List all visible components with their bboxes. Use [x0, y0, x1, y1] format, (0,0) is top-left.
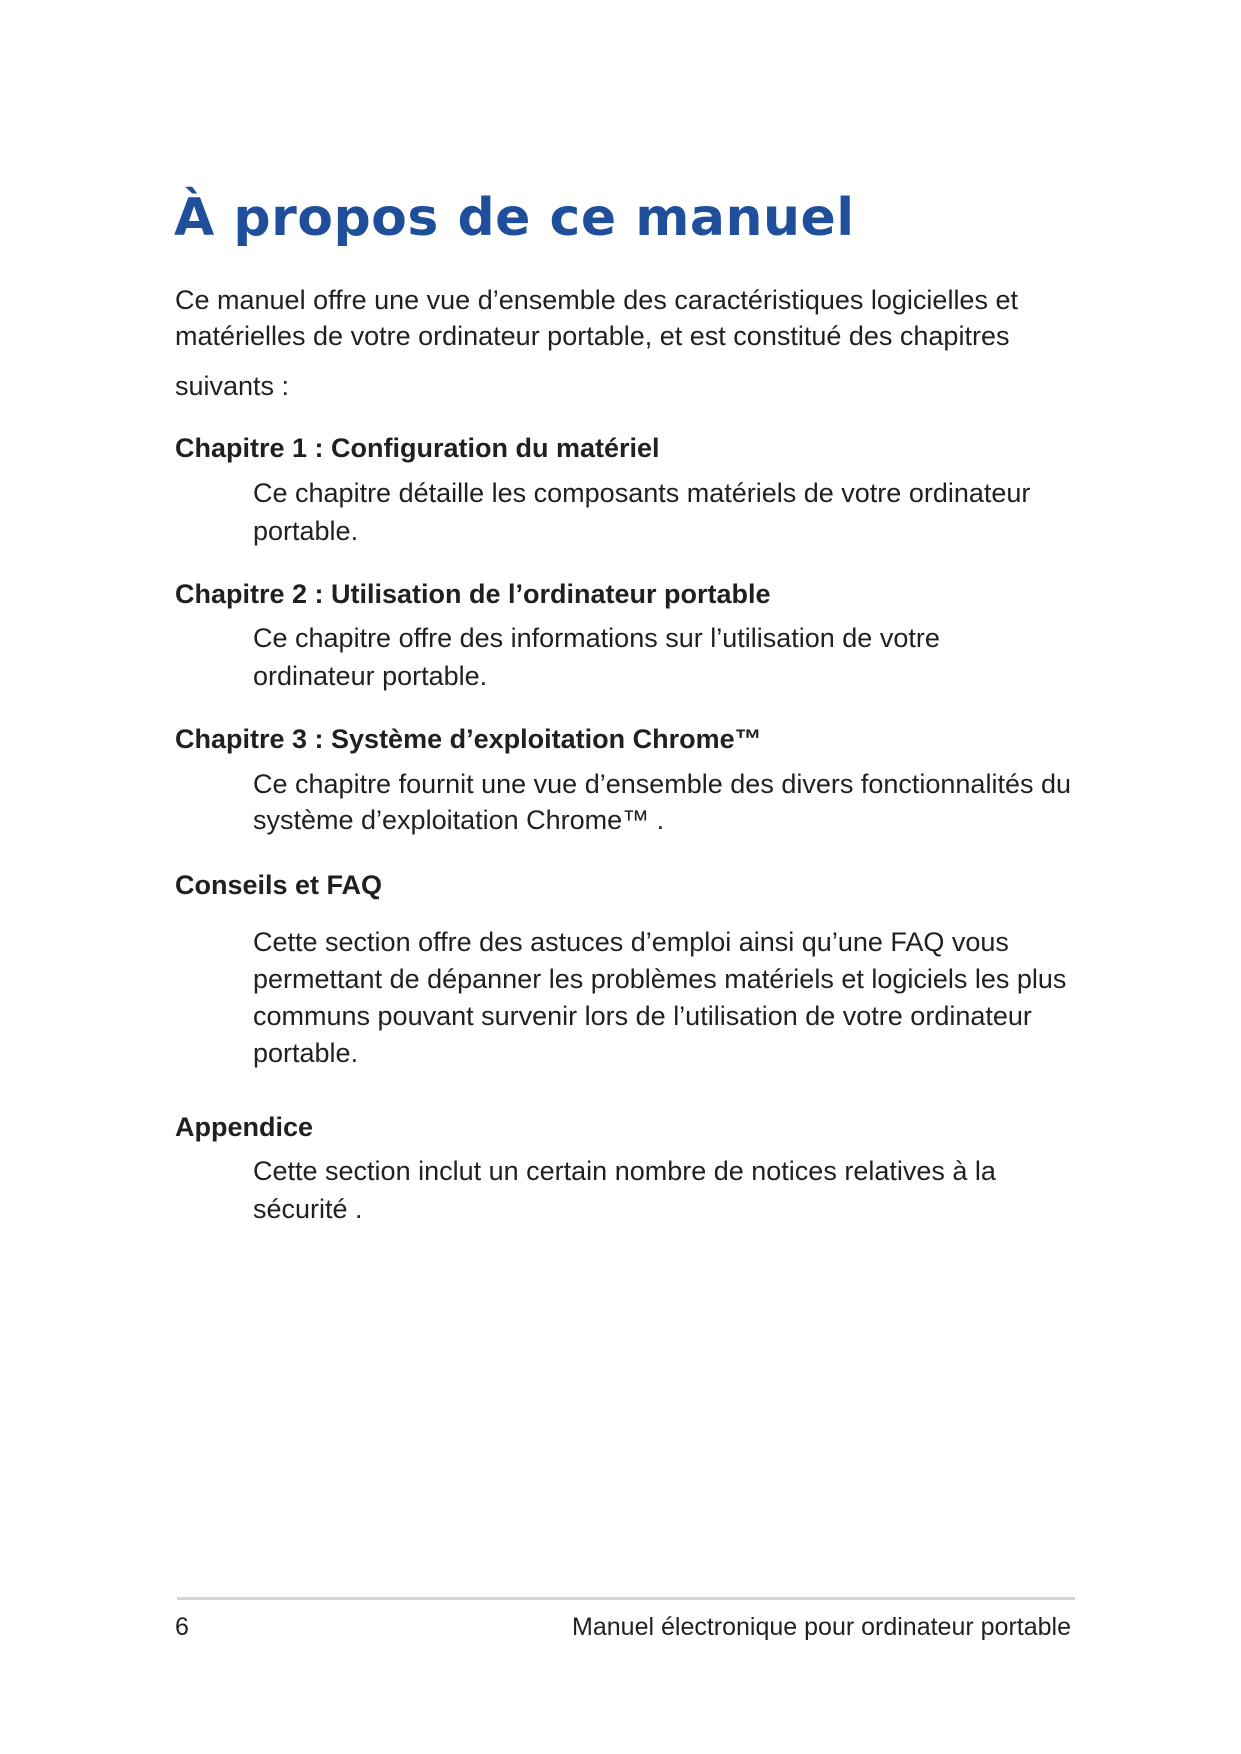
- footer-title: Manuel électronique pour ordinateur portable: [572, 1613, 1071, 1641]
- page-number: 6: [175, 1613, 189, 1641]
- faq-heading: Conseils et FAQ: [175, 870, 383, 900]
- chapter-1-heading: Chapitre 1 : Configuration du matériel: [175, 433, 660, 463]
- appendix-heading: Appendice: [175, 1112, 314, 1142]
- intro-paragraph: [175, 282, 1095, 404]
- chapter-2-description: Ce chapitre offre des informations sur l’utilisation de votre ordinateur portable.: [253, 623, 940, 691]
- intro-line: suivants :: [175, 371, 290, 401]
- page-title: À propos de ce manuel: [174, 188, 855, 248]
- chapter-3-description: Ce chapitre fournit une vue d’ensemble des divers fonctionnalités du système d’exploitation Chrome™ .: [253, 769, 1071, 835]
- intro-line: Ce manuel offre une vue d’ensemble des caractéristiques logicielles et: [175, 285, 1018, 315]
- chapter-3-heading: Chapitre 3 : Système d’exploitation Chrome™: [175, 724, 762, 754]
- appendix-description: Cette section inclut un certain nombre de notices relatives à la sécurité .: [253, 1156, 996, 1224]
- faq-description: Cette section offre des astuces d’emploi ainsi qu’une FAQ vous permettant de dépanner les problèmes matériels et logiciels les plus communs pouvant survenir lors de l’utilisation de votre ordinateur portable.: [253, 927, 1067, 1068]
- intro-line: matérielles de votre ordinateur portable, et est constitué des chapitres: [175, 321, 1010, 351]
- chapter-1-description: Ce chapitre détaille les composants matériels de votre ordinateur portable.: [253, 478, 1031, 546]
- chapter-2-heading: Chapitre 2 : Utilisation de l’ordinateur portable: [175, 579, 771, 609]
- footer-divider: [177, 1597, 1075, 1600]
